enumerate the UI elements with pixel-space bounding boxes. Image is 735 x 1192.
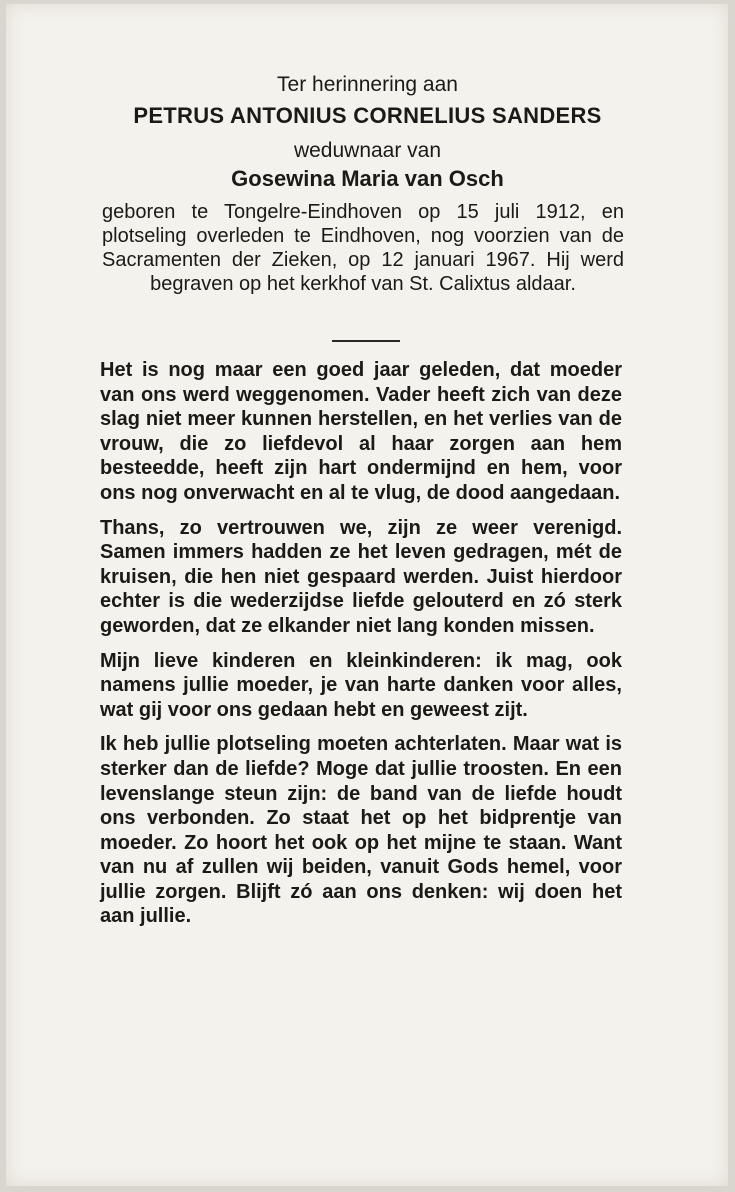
biography-text: geboren te Tongelre-Eindhoven op 15 juli 1912, en plotseling overleden te Eindhoven, nog voorzien van de Sacramenten der Zieken, op 12 januari 1967. Hij werd begraven op het kerkhof van St. Calixtus aldaar. bbox=[102, 201, 624, 295]
paragraph-3: Mijn lieve kinderen en kleinkinderen: ik mag, ook namens jullie moeder, je van harte danken voor alles, wat gij voor ons gedaan hebt en geweest zijt. bbox=[100, 649, 622, 721]
section-divider bbox=[332, 340, 400, 342]
paragraph-2: Thans, zo vertrouwen we, zijn ze weer verenigd. Samen immers hadden ze het leven gedragen, mét de kruisen, die hen niet gespaard werden. Juist hierdoor echter is die wederzijdse liefde gelouterd en zó sterk geworden, dat ze elkander niet lang konden missen. bbox=[100, 516, 622, 637]
memorial-text bbox=[100, 358, 622, 939]
paragraph-1: Het is nog maar een goed jaar geleden, dat moeder van ons werd weggenomen. Vader heeft zich van deze slag niet meer kunnen herstellen, en het verlies van de vrouw, die zo liefdevol al haar zorgen aan hem besteedde, heeft zijn hart ondermijnd en hem, voor ons nog onverwacht en al te vlug, de dood aangedaan. bbox=[100, 359, 622, 504]
spouse-name: Gosewina Maria van Osch bbox=[231, 166, 504, 191]
deceased-name: PETRUS ANTONIUS CORNELIUS SANDERS bbox=[133, 103, 602, 128]
paragraph-4: Ik heb jullie plotseling moeten achterlaten. Maar wat is sterker dan de liefde? Moge dat jullie troosten. En een levenslange steun zijn: de band van de liefde houdt ons verbonden. Zo staat het op het bidprentje van moeder. Zo hoort het ook op het mijne te staan. Want van nu af zullen wij beiden, vanuit Gods hemel, voor jullie zorgen. Blijft zó aan ons denken: wij doen het aan jullie. bbox=[100, 733, 622, 928]
widow-of-line: weduwnaar van bbox=[293, 139, 442, 162]
intro-line: Ter herinnering aan bbox=[277, 73, 458, 96]
